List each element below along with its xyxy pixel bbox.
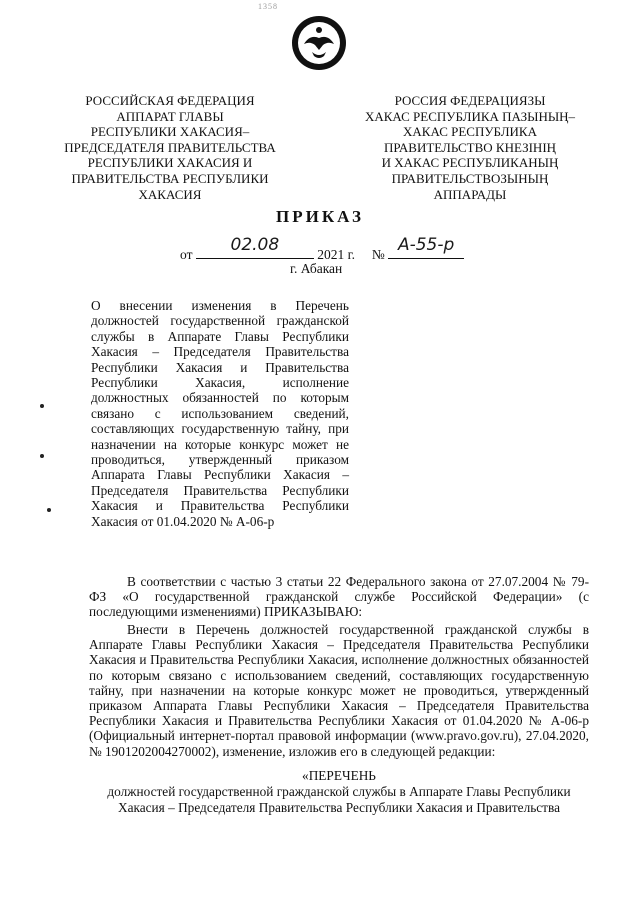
header-left-line: АППАРАТ ГЛАВЫ <box>116 108 224 124</box>
number-field <box>388 235 464 259</box>
header-left-line: ПРАВИТЕЛЬСТВА РЕСПУБЛИКИ <box>71 170 269 186</box>
header-right-line: ПРАВИТЕЛЬСТВО КНЕЗIНIҢ <box>383 139 557 155</box>
subject-block <box>91 298 349 529</box>
preamble-text: В соответствии с частью 3 статьи 22 Федерального закона от 27.07.2004 № 79-ФЗ «О государственной гражданской службе Российской Федерации» (с последующими изменениями) ПРИКАЗЫВАЮ: <box>89 574 589 620</box>
list-subheading-line: Хакасия – Председателя Правительства Республики Хакасия и Правительства <box>117 800 560 815</box>
header-left-russian <box>50 93 290 202</box>
order-paragraph <box>89 622 589 759</box>
preamble-paragraph <box>89 574 589 620</box>
coat-of-arms-emblem <box>290 14 348 72</box>
header-left-line: РЕСПУБЛИКИ ХАКАСИЯ И <box>87 155 253 171</box>
margin-mark <box>40 454 44 458</box>
margin-mark <box>40 404 44 408</box>
document-title: ПРИКАЗ <box>276 207 364 226</box>
subject-text: О внесении изменения в Перечень должностей государственной гражданской службы в Аппарате Главы Республики Хакасия – Председателя Правительства Республики Хакасия и Правительства Республики Хакасия, исполнение должностных обязанностей по которым связано с использованием сведений, составляющих государственную тайну, при назначении на которые конкурс может не проводиться, утвержденный приказом Аппарата Главы Республики Хакасия – Председателя Правительства Республики Хакасия и Правительства Республики Хакасия от 01.04.2020 № А-06-р <box>91 298 349 529</box>
order-text: Внести в Перечень должностей государственной гражданской службы в Аппарате Главы Республики Хакасия – Председателя Правительства Республики Хакасия и Правительства Республики Хакасия, исполнение должностных обязанностей по которым связано с использованием сведений, составляющих государственную тайну, при назначении на которые конкурс может не проводиться, утвержденный приказом Аппарата Главы Республики Хакасия – Председателя Правительства Республики Хакасия и Правительства Республики Хакасия от 01.04.2020 № А-06-р (Официальный интернет-портал правовой информации (www.pravo.gov.ru), 27.04.2020, № 1901202004270002), изменение, изложив его в следующей редакции: <box>89 622 589 759</box>
list-heading: «ПЕРЕЧЕНЬ <box>302 768 376 783</box>
list-subheading-line: должностей государственной гражданской службы в Аппарате Главы Республики <box>107 784 571 799</box>
date-year: 2021 г. <box>317 247 355 262</box>
header-right-line: И ХАКАС РЕСПУБЛИКАНЫҢ <box>381 155 559 171</box>
number-prefix: № <box>371 247 385 262</box>
header-right-line: ХАКАС РЕСПУБЛИКА ПАЗЫНЫҢ– <box>364 108 576 124</box>
header-left-line: РОССИЙСКАЯ ФЕДЕРАЦИЯ <box>85 93 255 108</box>
header-right-line: АППАРАДЫ <box>433 186 507 202</box>
header-left-line: РЕСПУБЛИКИ ХАКАСИЯ– <box>90 124 250 140</box>
header-left-line: ПРЕДСЕДАТЕЛЯ ПРАВИТЕЛЬСТВА <box>64 139 276 155</box>
top-stamp-number: 1358 <box>258 2 278 11</box>
header-right-line: ПРАВИТЕЛЬСТВОЗЫНЫҢ <box>391 170 549 186</box>
city-label: г. Абакан <box>290 261 343 276</box>
header-left-line: ХАКАСИЯ <box>138 186 202 202</box>
header-right-line: ХАКАС РЕСПУБЛИКА <box>403 124 537 140</box>
date-field <box>196 235 314 259</box>
date-prefix: от <box>180 247 193 262</box>
header-right-line: РОССИЯ ФЕДЕРАЦИЯЗЫ <box>394 93 546 108</box>
margin-mark <box>47 508 51 512</box>
handwritten-date: 02.08 <box>230 235 280 255</box>
header-right-khakas <box>345 93 595 202</box>
handwritten-number: А-55-р <box>397 235 455 255</box>
